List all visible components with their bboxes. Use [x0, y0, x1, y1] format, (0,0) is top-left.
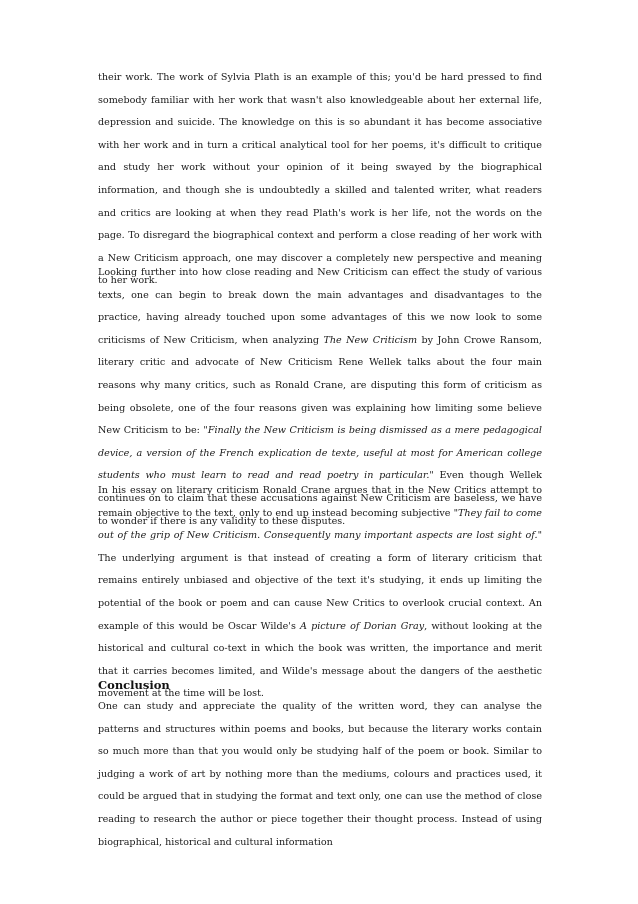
text-run: " The underlying argument is that instead of creating a form of literary criticism that remains entirely unbiased and objective of the text it's studying, it ends up limiting the potential of the book or poem and can cause New Critics to overlook crucial context. An example of this would be Oscar Wilde's	[98, 530, 542, 632]
text-run: , without looking at the historical and cultural co-text in which the book was written, the importance and merit that it carries becomes limited, and Wilde's message about the dangers of the aesthetic movement at the time will be lost.	[98, 620, 542, 700]
text-run: by John Crowe Ransom, literary critic and advocate of New Criticism Rene Wellek talks about the four main reasons why many critics, such as Ronald Crane, are disputing this form of criticism as being obsolete, one of the four reasons given was explaining how limiting some believe New Criticism to be: "	[98, 334, 542, 437]
paragraph-conclusion	[98, 696, 542, 854]
book-title-dorian-gray: A picture of Dorian Gray	[300, 620, 425, 632]
wellek-quote: Finally the New Criticism is being dismissed as a mere pedagogical device, a version of the French explication de texte, useful at most for American college students who must learn to read and read poetry in particular.	[98, 425, 542, 482]
paragraph-text: One can study and appreciate the quality of the written word, they can analyse the patterns and structures within poems and books, but because the literary works contain so much more than that you would only be studying half of the poem or book. Similar to judging a work of art by nothing more than the mediums, colours and practices used, it could be argued that in studying the format and text only, one can use the method of close reading to research the author or piece together their thought process. Instead of using biographical, historical and cultural information	[98, 701, 542, 848]
paragraph-sylvia-plath	[98, 67, 542, 293]
book-title-the-new-criticism: The New Criticism	[323, 334, 418, 346]
conclusion-heading: Conclusion	[98, 678, 170, 692]
text-run: " Even though Wellek continues on to claim that these accusations against New Criticism are baseless, we have to wonder if there is any validity to these disputes.	[98, 470, 542, 527]
text-run: Looking further into how close reading and New Criticism can effect the study of various texts, one can begin to break down the main advantages and disadvantages to the practice, having already touched upon some advantages of this we now look to some criticisms of New Criticism, when analyzing	[98, 267, 542, 346]
text-run: In his essay on literary criticism Ronald Crane argues that in the New Critics attempt to remain objective to the text, only to end up instead becoming subjective "	[98, 485, 542, 519]
crane-quote: They fail to come out of the grip of New Criticism. Consequently many important aspects are lost sight of.	[98, 507, 542, 542]
paragraph-ronald-crane	[98, 480, 542, 706]
paragraph-text	[98, 480, 542, 706]
paragraph-text: their work. The work of Sylvia Plath is an example of this; you'd be hard pressed to find somebody familiar with her work that wasn't also knowledgeable about her external life, depression and suicide. The knowledge on this is so abundant it has become associative with her work and in turn a critical analytical tool for her poems, it's difficult to critique and study her work without your opinion of it being swayed by the biographical information, and though she is undoubtedly a skilled and talented writer, what readers and critics are looking at when they read Plath's work is her life, not the words on the page. To disregard the biographical context and perform a close reading of her work with a New Criticism approach, one may discover a completely new perspective and meaning to her work.	[98, 72, 542, 287]
